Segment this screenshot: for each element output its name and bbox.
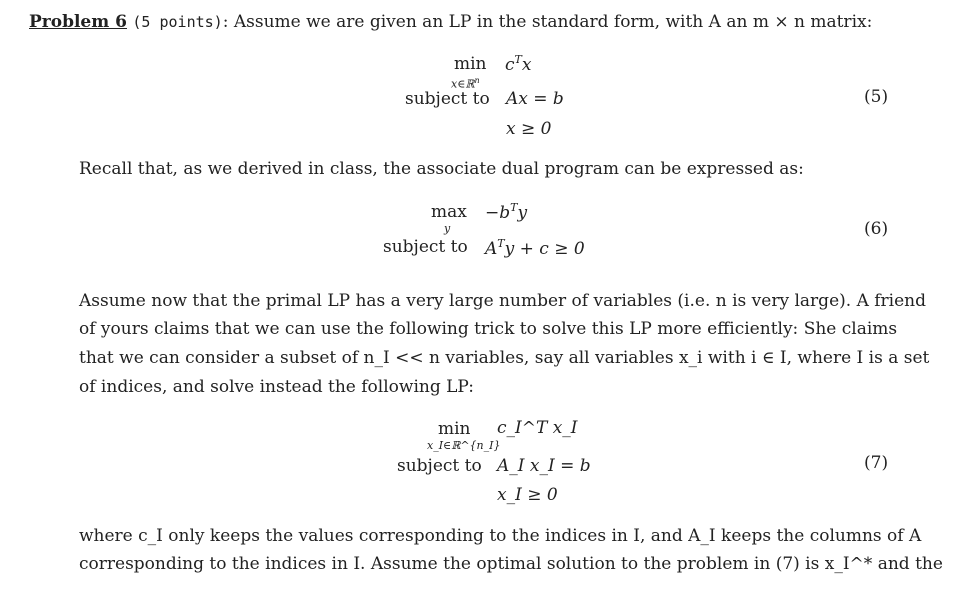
paragraph-line-3: that we can consider a subset of n_I << n variables, say all variables x_i with i ∈ I, where I is a set: [79, 348, 930, 368]
paragraph-line-1: Assume now that the primal LP has a very large number of variables (i.e. n is very large). A friend: [79, 291, 926, 311]
eq5-subject-to: subject to: [405, 89, 490, 109]
recall-text: Recall that, as we derived in class, the associate dual program can be expressed as:: [79, 159, 804, 179]
problem-statement-line: Problem 6 (5 points): Assume we are given an LP in the standard form, with A an m × n matrix:: [29, 12, 873, 32]
eq6-constraint: $A^Ty + c \ge 0$: [485, 237, 585, 259]
eq7-constraint-1: A_I x_I = b: [497, 456, 591, 476]
eq7-tag: (7): [864, 453, 889, 473]
eq7-subscript: x_I∈ℝ^{n_I}: [427, 439, 501, 452]
eq7-subject-to: subject to: [397, 456, 482, 476]
problem-points: (5 points): [132, 13, 223, 31]
eq6-tag: (6): [864, 219, 889, 239]
problem-intro: Assume we are given an LP in the standard form, with A an m × n matrix:: [233, 12, 873, 32]
eq6-objective: $-b^Ty$: [485, 201, 528, 223]
eq6-subject-to: subject to: [383, 237, 468, 257]
eq5-operator: min: [454, 54, 487, 74]
eq5-constraint-2: x ≥ 0: [506, 119, 552, 139]
eq6-operator: max: [431, 202, 467, 222]
eq7-constraint-2: x_I ≥ 0: [497, 485, 558, 505]
problem-title: Problem 6: [29, 12, 127, 32]
eq6-subscript: y: [444, 222, 451, 235]
paragraph-line-2: of yours claims that we can use the following trick to solve this LP more efficiently: She claims: [79, 319, 898, 339]
eq7-operator: min: [438, 419, 471, 439]
paragraph-line-4: of indices, and solve instead the following LP:: [79, 377, 474, 397]
eq5-subscript: x∈ℝ$^n$: [451, 76, 480, 91]
eq5-objective: $c^Tx$: [505, 53, 532, 75]
eq5-tag: (5): [864, 87, 889, 107]
eq7-objective: c_I^T x_I: [497, 418, 578, 438]
eq5-constraint-1: Ax = b: [506, 89, 564, 109]
final-line-2: corresponding to the indices in I. Assume the optimal solution to the problem in (7) is x_I^* and the: [79, 554, 943, 574]
final-line-1: where c_I only keeps the values corresponding to the indices in I, and A_I keeps the columns of A: [79, 526, 922, 546]
